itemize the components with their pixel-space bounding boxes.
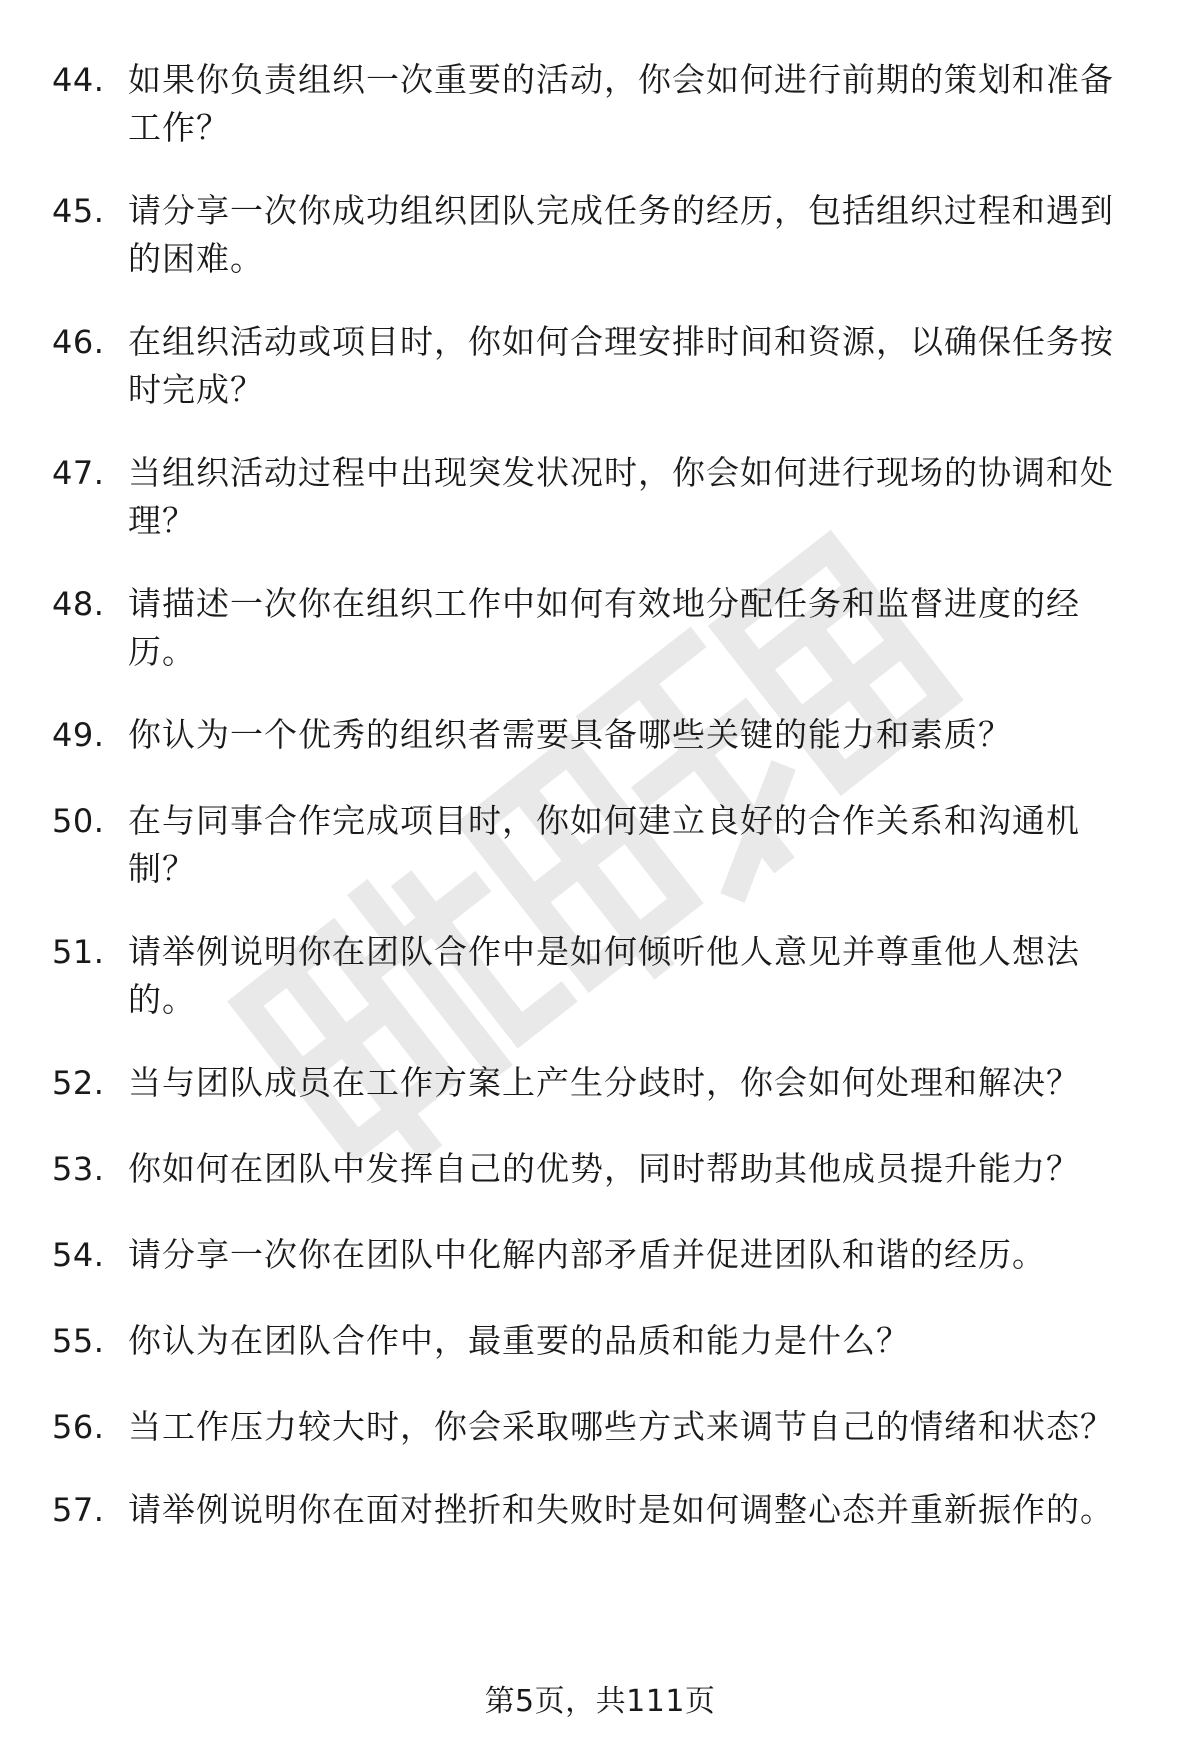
question-text: 当与团队成员在工作方案上产生分歧时，你会如何处理和解决？ xyxy=(128,1063,1080,1102)
question-number: 44. xyxy=(52,61,105,99)
question-text: 在与同事合作完成项目时，你如何建立良好的合作关系和沟通机制？ xyxy=(128,801,1080,888)
question-item xyxy=(52,797,1142,893)
question-text: 请分享一次你在团队中化解内部矛盾并促进团队和谐的经历。 xyxy=(128,1235,1046,1274)
question-item xyxy=(52,56,1142,152)
question-list xyxy=(52,56,1142,1569)
question-number: 54. xyxy=(52,1236,105,1274)
question-item xyxy=(52,449,1142,545)
question-number: 50. xyxy=(52,802,105,840)
question-text: 请举例说明你在面对挫折和失败时是如何调整心态并重新振作的。 xyxy=(128,1490,1114,1529)
question-number: 51. xyxy=(52,933,105,971)
question-text: 请描述一次你在组织工作中如何有效地分配任务和监督进度的经历。 xyxy=(128,584,1080,671)
question-text: 你认为在团队合作中，最重要的品质和能力是什么？ xyxy=(128,1321,910,1360)
page-number-footer: 第5页，共111页 xyxy=(484,1684,716,1719)
question-item xyxy=(52,1145,1142,1193)
question-item xyxy=(52,1486,1142,1534)
question-text: 当组织活动过程中出现突发状况时，你会如何进行现场的协调和处理？ xyxy=(128,453,1114,540)
question-number: 45. xyxy=(52,192,105,230)
question-text: 请举例说明你在团队合作中是如何倾听他人意见并尊重他人想法的。 xyxy=(128,932,1080,1019)
question-item xyxy=(52,1317,1142,1365)
question-item xyxy=(52,1403,1142,1451)
question-item xyxy=(52,1231,1142,1279)
question-number: 47. xyxy=(52,454,105,492)
question-text: 你认为一个优秀的组织者需要具备哪些关键的能力和素质？ xyxy=(128,715,1012,754)
question-number: 56. xyxy=(52,1408,105,1446)
question-item xyxy=(52,1059,1142,1107)
question-text: 在组织活动或项目时，你如何合理安排时间和资源，以确保任务按时完成？ xyxy=(128,322,1114,409)
question-item xyxy=(52,318,1142,414)
question-item xyxy=(52,711,1142,759)
question-number: 48. xyxy=(52,585,105,623)
question-text: 如果你负责组织一次重要的活动，你会如何进行前期的策划和准备工作？ xyxy=(128,60,1114,147)
question-item xyxy=(52,187,1142,283)
question-text: 请分享一次你成功组织团队完成任务的经历，包括组织过程和遇到的困难。 xyxy=(128,191,1114,278)
question-number: 52. xyxy=(52,1064,105,1102)
question-number: 55. xyxy=(52,1322,105,1360)
question-number: 57. xyxy=(52,1491,105,1529)
question-item xyxy=(52,928,1142,1024)
question-number: 46. xyxy=(52,323,105,361)
question-item xyxy=(52,580,1142,676)
question-number: 49. xyxy=(52,716,105,754)
question-number: 53. xyxy=(52,1150,105,1188)
question-text: 当工作压力较大时，你会采取哪些方式来调节自己的情绪和状态？ xyxy=(128,1407,1114,1446)
question-text: 你如何在团队中发挥自己的优势，同时帮助其他成员提升能力？ xyxy=(128,1149,1080,1188)
